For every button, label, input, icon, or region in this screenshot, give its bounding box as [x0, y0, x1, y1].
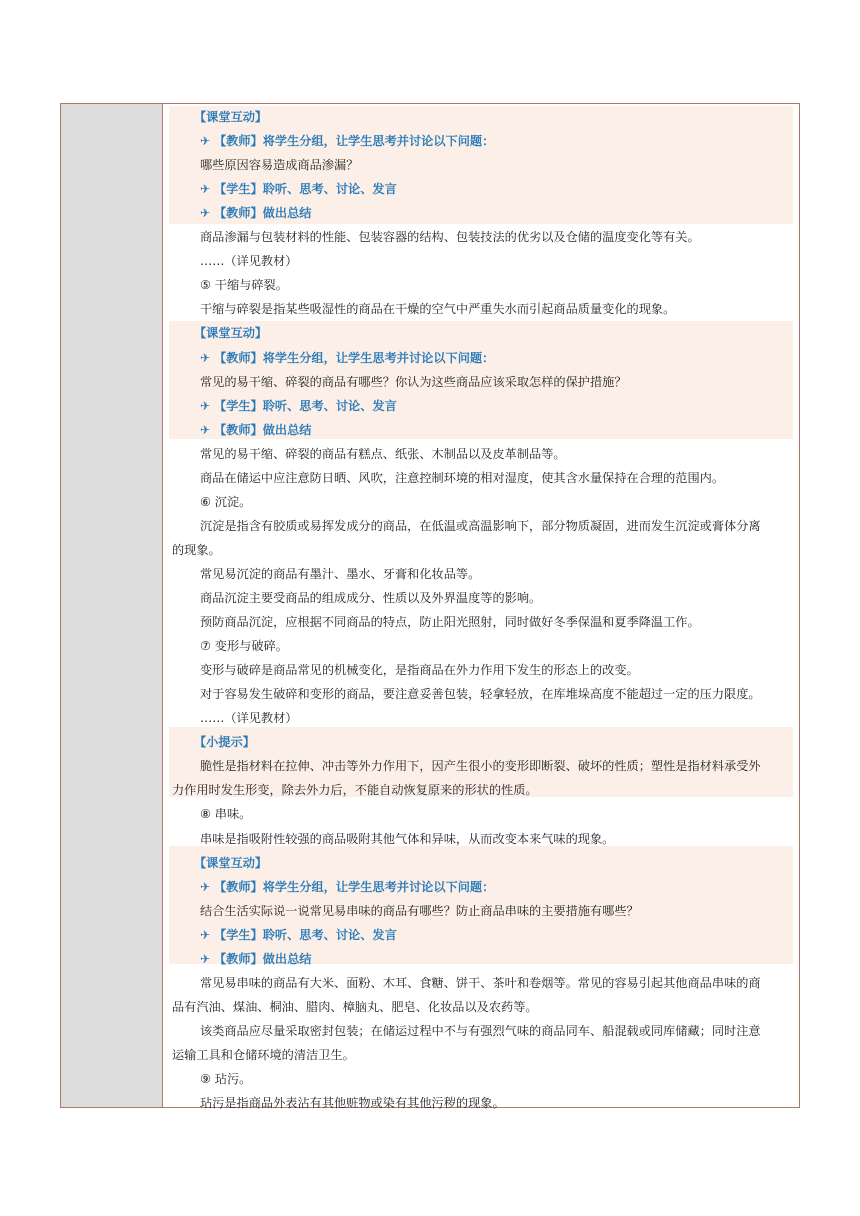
role-line: [172, 924, 793, 947]
paragraph-line: 常见易沉淀的商品有墨汁、墨水、牙膏和化妆品等。: [200, 566, 481, 581]
section-heading: [172, 322, 793, 345]
role-line: [172, 419, 793, 442]
heading-text: 【课堂互动】: [194, 855, 268, 870]
paragraph-continuation: 运输工具和仓储环境的清洁卫生。: [172, 1047, 355, 1062]
paragraph-line: ⑦ 变形与破碎。: [200, 639, 288, 654]
paragraph-line: 干缩与碎裂是指某些吸湿性的商品在干燥的空气中严重失水而引起商品质量变化的现象。: [200, 302, 676, 317]
paragraph-line: 脆性是指材料在拉伸、冲击等外力作用下，因产生很小的变形即断裂、破坏的性质；塑性是指材料承受外: [200, 759, 761, 774]
paragraph-line: ⑧ 串味。: [200, 807, 252, 822]
role-line: [172, 395, 793, 418]
airplane-icon: ✈: [200, 951, 211, 966]
airplane-icon: ✈: [200, 398, 211, 413]
heading-text: 【课堂互动】: [194, 326, 268, 341]
role-text: 【教师】将学生分组，让学生思考并讨论以下问题：: [214, 134, 495, 149]
role-text: 【教师】做出总结: [214, 206, 312, 221]
paragraph-line: 商品在储运中应注意防日晒、风吹，注意控制环境的相对湿度，使其含水量保持在合理的范围内。: [200, 470, 725, 485]
paragraph-continuation: 的现象。: [172, 542, 221, 557]
paragraph-line: 预防商品沉淀，应根据不同商品的特点，防止阳光照射，同时做好冬季保温和夏季降温工作。: [200, 615, 700, 630]
role-line: [172, 202, 793, 225]
role-line: [172, 130, 793, 153]
paragraph-line: ⑤ 干缩与碎裂。: [200, 278, 288, 293]
paragraph-continuation: 力作用时发生形变，除去外力后，不能自动恢复原来的形状的性质。: [172, 783, 538, 798]
role-text: 【教师】做出总结: [214, 422, 312, 437]
paragraph-line: ……（详见教材）: [200, 711, 298, 726]
heading-text: 【小提示】: [194, 735, 255, 750]
airplane-icon: ✈: [200, 206, 211, 221]
paragraph-line: 对于容易发生破碎和变形的商品，要注意妥善包装，轻拿轻放，在库堆垛高度不能超过一定的压力限度。: [200, 687, 761, 702]
role-text: 【教师】将学生分组，让学生思考并讨论以下问题：: [214, 879, 495, 894]
role-line: [172, 948, 793, 971]
paragraph-line: 商品沉淀主要受商品的组成成分、性质以及外界温度等的影响。: [200, 591, 542, 605]
role-text: 【教师】将学生分组，让学生思考并讨论以下问题：: [214, 350, 495, 365]
airplane-icon: ✈: [200, 350, 211, 365]
paragraph-line: 哪些原因容易造成商品渗漏？: [200, 158, 359, 173]
lesson-table: [60, 103, 800, 1111]
paragraph-line: 常见易串味的商品有大米、面粉、木耳、食糖、饼干、茶叶和卷烟等。常见的容易引起其他商品串味的商: [200, 975, 761, 990]
role-text: 【学生】聆听、思考、讨论、发言: [214, 927, 397, 942]
paragraph-line: 常见的易干缩、碎裂的商品有哪些？你认为这些商品应该采取怎样的保护措施？: [200, 374, 627, 389]
paragraph-line: 常见的易干缩、碎裂的商品有糕点、纸张、木制品以及皮革制品等。: [200, 446, 566, 461]
airplane-icon: ✈: [200, 134, 211, 149]
paragraph-line: 变形与破碎是商品常见的机械变化，是指商品在外力作用下发生的形态上的改变。: [200, 663, 639, 678]
paragraph-line: 玷污是指商品外表沾有其他赃物或染有其他污秽的现象。: [200, 1096, 505, 1111]
role-line: [172, 178, 793, 201]
role-line: [172, 876, 793, 899]
section-heading: [172, 106, 793, 129]
section-heading: [172, 731, 793, 754]
paragraph-continuation: 品有汽油、煤油、桐油、腊肉、樟脑丸、肥皂、化妆品以及农药等。: [172, 999, 538, 1014]
paragraph-line: 串味是指吸附性较强的商品吸附其他气体和异味，从而改变本来气味的现象。: [200, 831, 615, 846]
paragraph-line: ⑨ 玷污。: [200, 1072, 252, 1086]
airplane-icon: ✈: [200, 182, 211, 197]
paragraph-line: 该类商品应尽量采取密封包装；在储运过程中不与有强烈气味的商品同车、船混载或同库储藏；同时注意: [200, 1023, 761, 1038]
paragraph-line: ⑥ 沉淀。: [200, 494, 252, 509]
paragraph-line: ……（详见教材）: [200, 254, 298, 269]
section-heading: [172, 852, 793, 875]
paragraph-line: 结合生活实际说一说常见易串味的商品有哪些？防止商品串味的主要措施有哪些？: [200, 903, 639, 918]
airplane-icon: ✈: [200, 927, 211, 942]
airplane-icon: ✈: [200, 879, 211, 894]
paragraph-line: 商品渗漏与包装材料的性能、包装容器的结构、包装技法的优劣以及仓储的温度变化等有关。: [200, 230, 700, 245]
role-text: 【学生】聆听、思考、讨论、发言: [214, 182, 397, 197]
role-text: 【教师】做出总结: [214, 951, 312, 966]
paragraph-line: 沉淀是指含有胶质或易挥发成分的商品，在低温或高温影响下，部分物质凝固，进而发生沉淀或膏体分离: [200, 518, 761, 533]
role-text: 【学生】聆听、思考、讨论、发言: [214, 398, 397, 413]
content-column: [164, 104, 799, 1111]
airplane-icon: ✈: [200, 422, 211, 437]
role-line: [172, 347, 793, 370]
left-column: [61, 104, 163, 1107]
heading-text: 【课堂互动】: [194, 110, 268, 124]
